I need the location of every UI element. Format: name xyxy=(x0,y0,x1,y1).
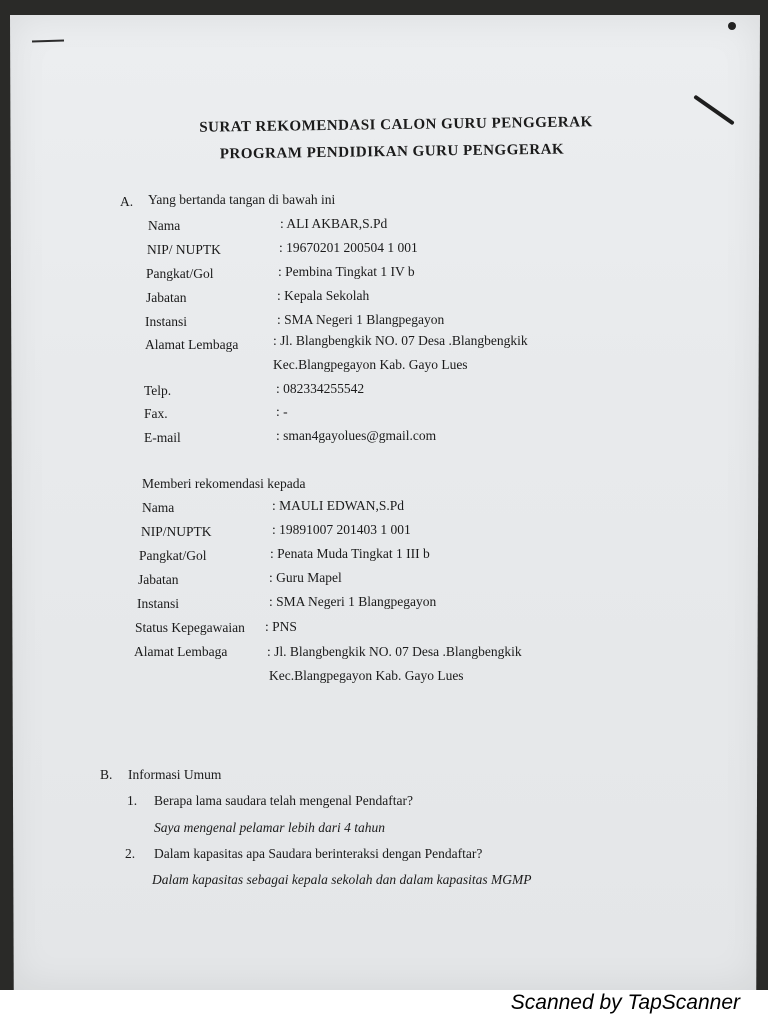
answer-text: Saya mengenal pelamar lebih dari 4 tahun xyxy=(154,820,385,835)
field-value: : sman4gayolues@gmail.com xyxy=(276,428,437,443)
field-value: : 082334255542 xyxy=(276,381,365,396)
question-text: Berapa lama saudara telah mengenal Pendaftar? xyxy=(154,793,413,808)
field-value-continued: Kec.Blangpegayon Kab. Gayo Lues xyxy=(269,668,464,683)
field-label: Pangkat/Gol xyxy=(146,266,214,281)
field-label: E-mail xyxy=(144,430,181,445)
field-value: : MAULI EDWAN,S.Pd xyxy=(272,498,405,513)
field-value: : Jl. Blangbengkik NO. 07 Desa .Blangbengkik xyxy=(273,333,528,348)
field-label: Pangkat/Gol xyxy=(139,548,207,563)
field-label: Nama xyxy=(148,218,181,233)
field-label: Instansi xyxy=(137,596,179,611)
field-value: : ALI AKBAR,S.Pd xyxy=(280,216,388,231)
field-value: : Jl. Blangbengkik NO. 07 Desa .Blangbengkik xyxy=(267,644,522,659)
field-label: Alamat Lembaga xyxy=(134,644,228,659)
question-text: Dalam kapasitas apa Saudara berinteraksi dengan Pendaftar? xyxy=(154,846,483,861)
field-value: : Kepala Sekolah xyxy=(277,288,370,303)
field-label: Jabatan xyxy=(146,290,187,305)
field-value: : Pembina Tingkat 1 IV b xyxy=(278,264,415,279)
recommend-intro: Memberi rekomendasi kepada xyxy=(142,476,306,491)
scanner-watermark: Scanned by TapScanner xyxy=(510,991,740,1014)
question-number: 2. xyxy=(125,846,136,861)
document-subtitle: PROGRAM PENDIDIKAN GURU PENGGERAK xyxy=(219,141,565,163)
field-label: NIP/ NUPTK xyxy=(147,242,221,257)
field-label: Fax. xyxy=(144,406,168,421)
answer-text: Dalam kapasitas sebagai kepala sekolah dan dalam kapasitas MGMP xyxy=(152,872,532,887)
field-label: Status Kepegawaian xyxy=(135,620,245,635)
field-label: Instansi xyxy=(145,314,187,329)
field-value: : - xyxy=(276,404,288,419)
document-title: SURAT REKOMENDASI CALON GURU PENGGERAK xyxy=(199,114,593,136)
field-label: Jabatan xyxy=(138,572,179,587)
field-label: NIP/NUPTK xyxy=(141,524,212,539)
field-value: : 19670201 200504 1 001 xyxy=(279,240,418,255)
section-intro: Yang bertanda tangan di bawah ini xyxy=(148,192,336,207)
section-letter: A. xyxy=(120,194,134,209)
field-value: : PNS xyxy=(265,619,297,634)
section-letter: B. xyxy=(100,767,113,782)
field-label: Nama xyxy=(142,500,175,515)
question-number: 1. xyxy=(127,793,138,808)
field-label: Alamat Lembaga xyxy=(145,337,239,352)
section-title: Informasi Umum xyxy=(128,767,222,782)
field-value: : Penata Muda Tingkat 1 III b xyxy=(270,546,430,561)
field-value: : Guru Mapel xyxy=(269,570,342,585)
field-value: : SMA Negeri 1 Blangpegayon xyxy=(277,312,445,327)
field-value-continued: Kec.Blangpegayon Kab. Gayo Lues xyxy=(273,357,468,372)
field-value: : 19891007 201403 1 001 xyxy=(272,522,411,537)
field-label: Telp. xyxy=(144,383,172,398)
field-value: : SMA Negeri 1 Blangpegayon xyxy=(269,594,437,609)
